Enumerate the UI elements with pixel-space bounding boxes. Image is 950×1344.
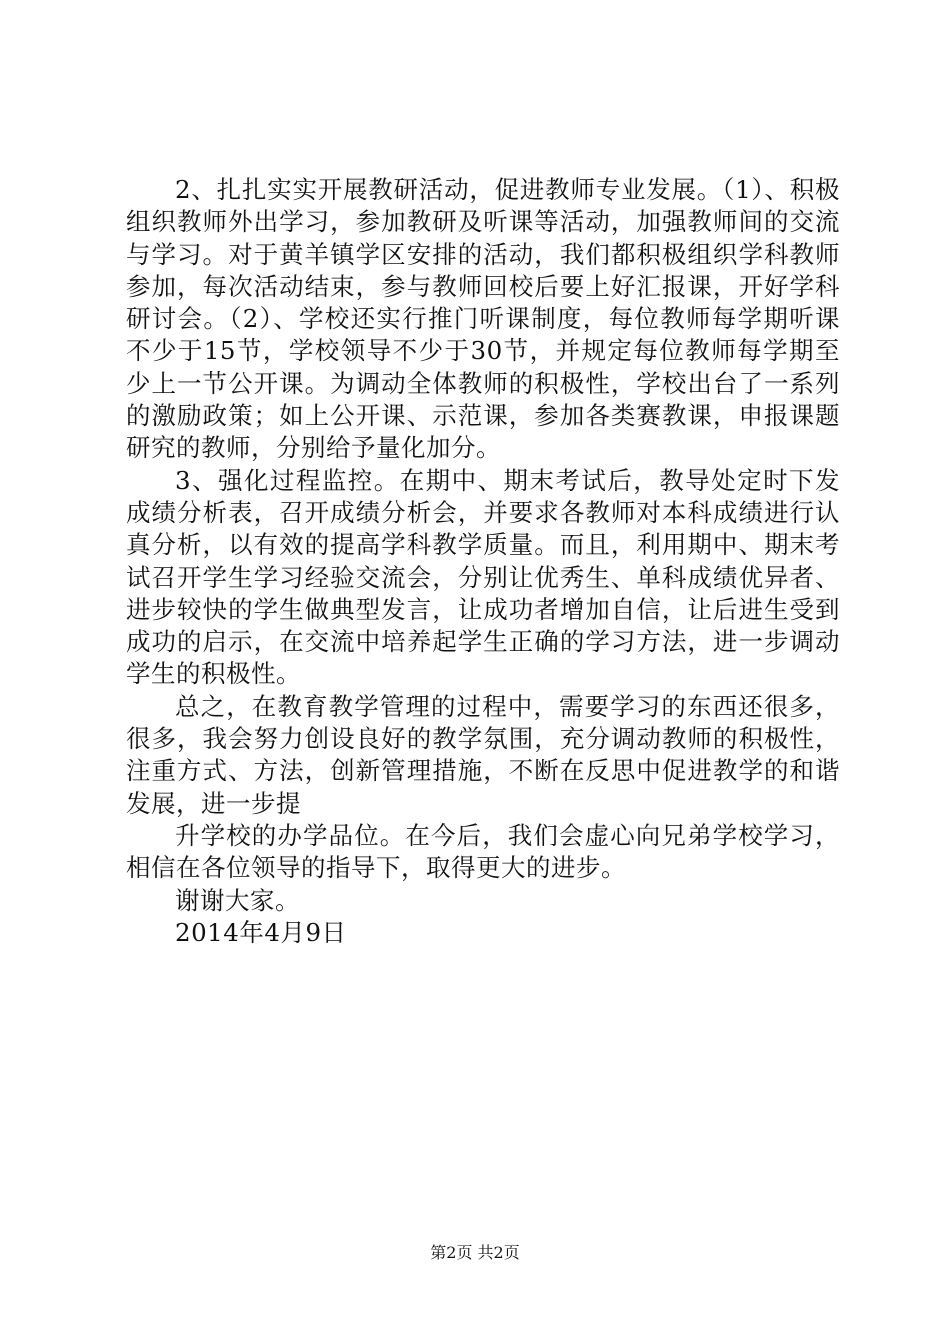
paragraph-summary-continued: 升学校的办学品位。在今后，我们会虚心向兄弟学校学习，相信在各位领导的指导下，取得更大的进步。 bbox=[126, 820, 840, 883]
document-body bbox=[126, 174, 840, 949]
paragraph-thanks: 谢谢大家。 bbox=[175, 885, 300, 915]
paragraph-process-monitoring: 3、强化过程监控。在期中、期末考试后，教导处定时下发成绩分析表，召开成绩分析会，并要求各教师对本科成绩进行认真分析，以有效的提高学科教学质量。而且，利用期中、期末考试召开学生学习经验交流会，分别让优秀生、单科成绩优异者、进步较快的学生做典型发言，让成功者增加自信，让后进生受到成功的启示，在交流中培养起学生正确的学习方法，进一步调动学生的积极性。 bbox=[126, 465, 840, 689]
paragraph-teaching-research: 2、扎扎实实开展教研活动，促进教师专业发展。（1）、积极组织教师外出学习，参加教研及听课等活动，加强教师间的交流与学习。对于黄羊镇学区安排的活动，我们都积极组织学科教师参加，每次活动结束，参与教师回校后要上好汇报课，开好学科研讨会。（2）、学校还实行推门听课制度，每位教师每学期听课不少于15节，学校领导不少于30节，并规定每位教师每学期至少上一节公开课。为调动全体教师的积极性，学校出台了一系列的激励政策；如上公开课、示范课，参加各类赛教课，申报课题研究的教师，分别给予量化加分。 bbox=[126, 175, 840, 463]
page-footer: 第2页 共2页 bbox=[430, 1243, 520, 1262]
document-date: 2014年4月9日 bbox=[175, 917, 347, 947]
paragraph-summary: 总之，在教育教学管理的过程中，需要学习的东西还很多，很多，我会努力创设良好的教学氛围，充分调动教师的积极性，注重方式、方法，创新管理措施，不断在反思中促进教学的和谐发展，进一步提 bbox=[126, 691, 840, 818]
